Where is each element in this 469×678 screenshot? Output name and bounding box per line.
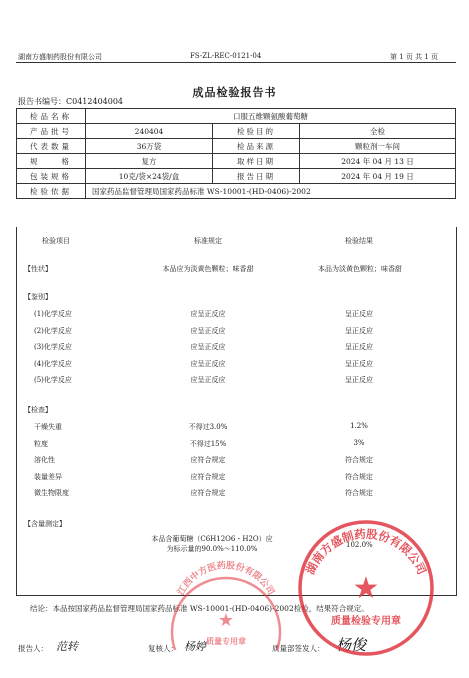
basis-value: 国家药品监督管理局国家药品标准 WS-10001-(HD-0406)-2002 (86, 184, 456, 199)
row-standard: 应呈正反应 (190, 343, 226, 351)
row-standard: 应符合规定 (190, 472, 226, 481)
row-standard: 应呈正反应 (190, 310, 226, 318)
reviewer-label: 复核人： (148, 644, 178, 653)
row-result: 符合规定 (345, 456, 373, 464)
row-standard: 应呈正反应 (190, 359, 226, 368)
assay-heading: 【含量测定】 (24, 520, 66, 528)
batch-value: 240404 (86, 124, 213, 139)
page-indicator: 第 1 页 共 1 页 (390, 53, 439, 61)
conclusion-text: 结论：本品按国家药品监督管理局国家药品标准 WS-10001-(HD-0406)-2002检验，结果符合规定。 (30, 604, 369, 613)
header-divider (16, 62, 456, 63)
package-value: 10克/袋×24袋/盒 (86, 169, 213, 184)
row-result: 3% (353, 438, 365, 447)
row-standard: 应符合规定 (190, 456, 226, 464)
report-number-value: C0412404004 (66, 97, 124, 106)
row-item: 溶化性 (34, 456, 55, 464)
column-item-heading: 检验项目 (42, 237, 70, 245)
branch-seal-star-icon: ★ (217, 610, 235, 631)
row-result: 符合规定 (345, 472, 373, 481)
row-standard: 应呈正反应 (190, 326, 226, 335)
manager-signature: 杨俊 (336, 636, 367, 654)
spec-value: 复方 (86, 154, 213, 169)
row-item: (3)化学反应 (34, 343, 72, 351)
reviewer-signature: 杨婷 (184, 640, 206, 653)
row-standard: 不得过15% (189, 439, 227, 448)
row-result: 呈正反应 (345, 326, 373, 335)
assay-standard-line1: 本品含葡萄糖（C6H12O6・H2O）应 (151, 535, 273, 543)
sample-date-label: 取样日期 (213, 154, 300, 169)
inspection-heading: 【检查】 (24, 406, 52, 414)
assay-standard (122, 534, 302, 554)
company-name-header: 湖南方盛制药股份有限公司 (18, 53, 102, 61)
branch-seal-subtext: 质量专用章 (206, 637, 246, 646)
report-number (18, 96, 123, 107)
company-seal-text: 湖南方盛制药股份有限公司 (302, 526, 430, 577)
report-date-value: 2024 年 04 月 19 日 (300, 169, 456, 184)
row-result: 呈正反应 (345, 310, 373, 318)
product-info-table (16, 108, 456, 199)
identification-heading: 【鉴别】 (24, 293, 52, 301)
row-result: 呈正反应 (345, 376, 373, 384)
row-item: 微生物限度 (34, 489, 69, 497)
batch-label: 产品批号 (17, 124, 86, 139)
document-code: FS-ZL-REC-0121-04 (190, 52, 262, 60)
column-result-heading: 检验结果 (345, 237, 373, 245)
product-name-value: 口服五维颗氨酸葡萄糖 (86, 109, 456, 124)
row-standard: 应符合规定 (190, 489, 226, 497)
character-result: 本品为淡黄色颗粒；味香甜 (318, 265, 402, 273)
report-title: 成品检验报告书 (192, 86, 277, 99)
purpose-value: 全检 (300, 124, 456, 139)
row-standard: 应呈正反应 (190, 376, 226, 384)
row-standard: 不得过3.0% (188, 423, 228, 431)
basis-label: 检验依据 (17, 184, 86, 199)
quantity-label: 代表数量 (17, 139, 86, 154)
assay-standard-line2: 为标示量的90.0%～110.0% (166, 545, 258, 553)
character-standard: 本品应为淡黄色颗粒；味香甜 (162, 265, 254, 273)
report-number-label: 报告书编号： (18, 97, 66, 106)
manager-label: 质量部签发人： (272, 644, 325, 653)
column-standard-heading: 标准规定 (194, 237, 222, 245)
character-heading: 【性状】 (24, 265, 52, 273)
row-item: (4)化学反应 (34, 359, 72, 368)
report-date-label: 报告日期 (213, 169, 300, 184)
package-label: 包装规格 (17, 169, 86, 184)
seal-star-icon: ★ (352, 571, 380, 606)
row-item: (1)化学反应 (34, 310, 72, 318)
spec-label: 规 格 (17, 154, 86, 169)
reporter-label: 报告人： (18, 644, 48, 653)
row-result: 呈正反应 (345, 359, 373, 368)
company-seal-subtext: 质量检验专用章 (331, 616, 401, 627)
purpose-label: 检验目的 (213, 124, 300, 139)
row-result: 符合规定 (345, 489, 373, 497)
sample-date-value: 2024 年 04 月 13 日 (300, 154, 456, 169)
reporter-signature: 范转 (56, 640, 78, 653)
row-result: 1.2% (350, 422, 368, 430)
row-result: 呈正反应 (345, 343, 373, 351)
source-label: 检品来源 (213, 139, 300, 154)
row-item: 装量差异 (34, 472, 62, 481)
row-item: 粒度 (34, 439, 48, 448)
source-value: 颗粒剂一车间 (300, 139, 456, 154)
row-item: (2)化学反应 (34, 326, 72, 335)
row-item: (5)化学反应 (34, 376, 72, 384)
assay-result: 102.0% (346, 541, 373, 549)
branch-seal-text: 江西中方医药股份有限公司 (176, 561, 276, 598)
product-name-label: 检品名称 (17, 109, 86, 124)
quantity-value: 36万袋 (86, 139, 213, 154)
row-item: 干燥失重 (34, 423, 62, 431)
